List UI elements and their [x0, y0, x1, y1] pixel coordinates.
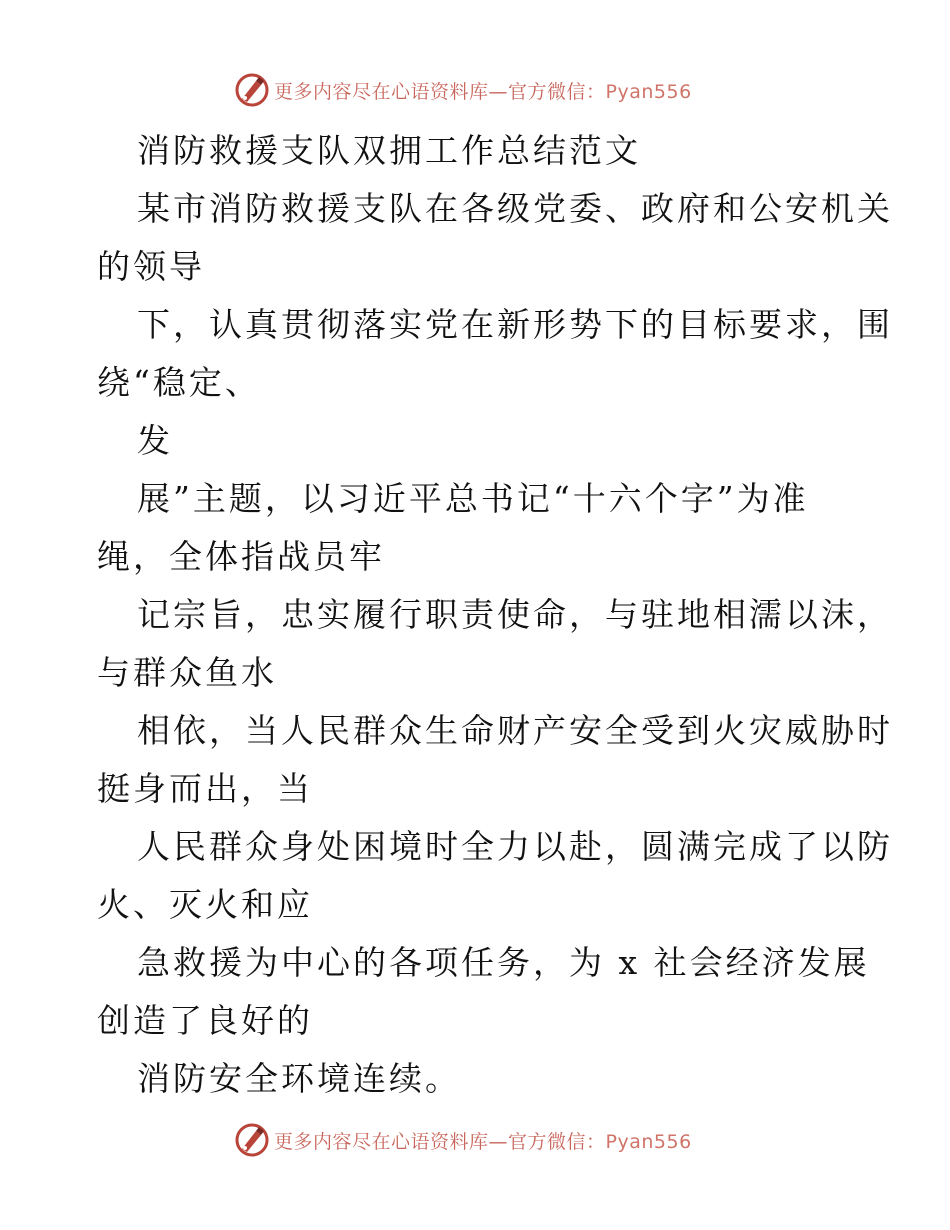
text-line: 相依，当人民群众生命财产安全受到火灾威胁时: [137, 711, 893, 750]
pen-logo-icon: [234, 72, 270, 108]
text-line: 的领导: [97, 247, 205, 286]
watermark-wechat-id: Pyan556: [605, 1130, 692, 1153]
watermark-text: [274, 1127, 692, 1154]
text-line: 消防安全环境连续。: [137, 1059, 461, 1098]
header-watermark: [234, 70, 692, 110]
watermark-main-text: 更多内容尽在心语资料库—官方微信：: [274, 1130, 606, 1153]
text-line: 发: [137, 421, 173, 460]
watermark-wechat-id: Pyan556: [605, 80, 692, 103]
text-line: 急救援为中心的各项任务，为 x 社会经济发展: [137, 943, 870, 982]
text-line: 展”主题，以习近平总书记“十六个字”为准: [137, 479, 809, 518]
text-line: 挺身而出，当: [97, 769, 313, 808]
footer-watermark: [234, 1120, 692, 1160]
text-line: 火、灭火和应: [97, 885, 313, 924]
text-line: 绕“稳定、: [97, 363, 261, 402]
text-line: 记宗旨，忠实履行职责使命，与驻地相濡以沫，: [137, 595, 893, 634]
document-body: [97, 122, 897, 1108]
text-line: 下，认真贯彻落实党在新形势下的目标要求，围: [137, 305, 893, 344]
text-line: 人民群众身处困境时全力以赴，圆满完成了以防: [137, 827, 893, 866]
text-line: 与群众鱼水: [97, 653, 277, 692]
document-title: 消防救援支队双拥工作总结范文: [137, 131, 641, 170]
text-line: 绳，全体指战员牢: [97, 537, 385, 576]
text-line: 创造了良好的: [97, 1001, 313, 1040]
watermark-main-text: 更多内容尽在心语资料库—官方微信：: [274, 80, 606, 103]
watermark-text: [274, 77, 692, 104]
pen-logo-icon: [234, 1122, 270, 1158]
text-line: 某市消防救援支队在各级党委、政府和公安机关: [137, 189, 893, 228]
